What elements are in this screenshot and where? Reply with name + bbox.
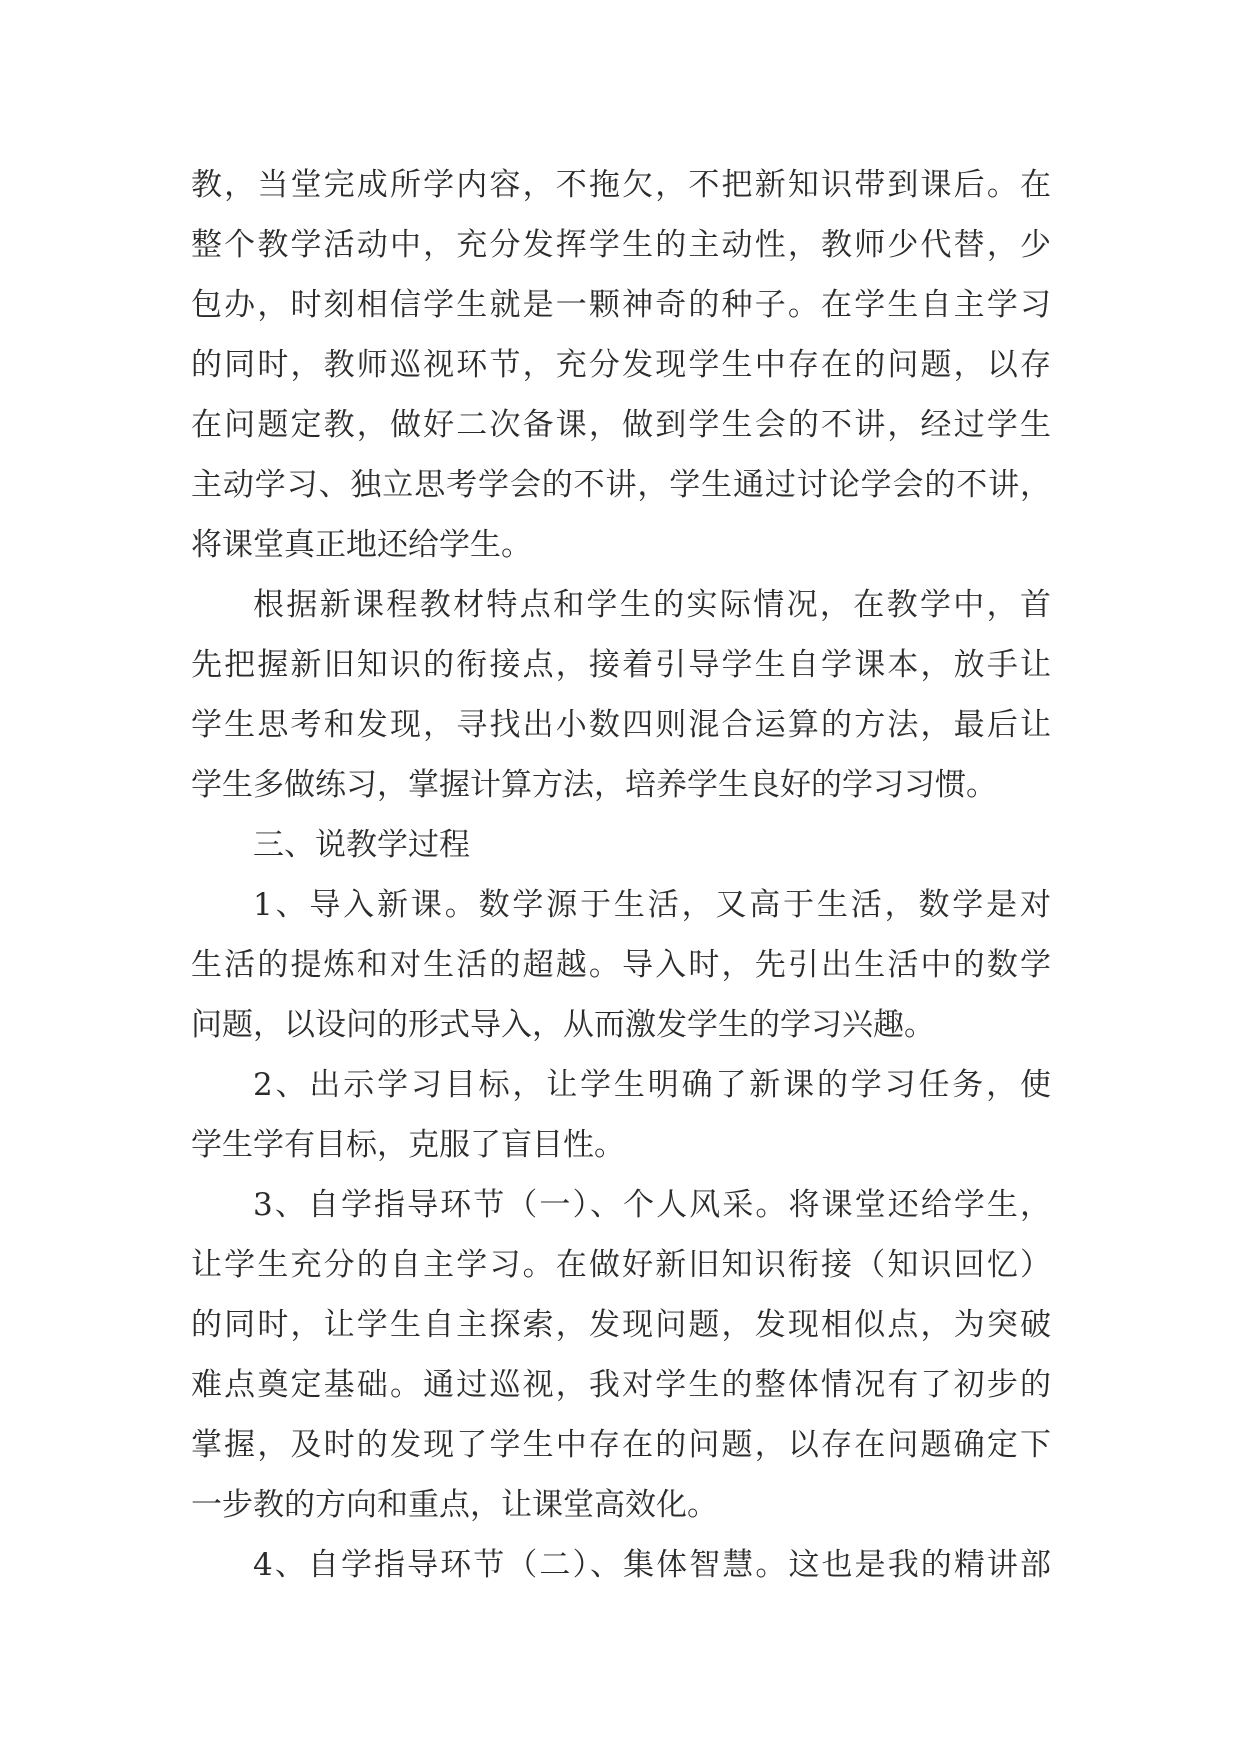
text-line: 包办，时刻相信学生就是一颗神奇的种子。在学生自主学习 bbox=[191, 287, 1051, 323]
text-line: 三、说教学过程 bbox=[253, 827, 470, 863]
text-line: 在问题定教，做好二次备课，做到学生会的不讲，经过学生 bbox=[191, 407, 1051, 443]
text-line: 让学生充分的自主学习。在做好新旧知识衔接（知识回忆） bbox=[191, 1247, 1051, 1283]
text-line: 整个教学活动中，充分发挥学生的主动性，教师少代替，少 bbox=[191, 227, 1051, 263]
text-line: 教，当堂完成所学内容，不拖欠，不把新知识带到课后。在 bbox=[191, 167, 1051, 203]
text-line: 学生多做练习，掌握计算方法，培养学生良好的学习习惯。 bbox=[191, 767, 997, 803]
text-line: 2、出示学习目标，让学生明确了新课的学习任务，使 bbox=[253, 1067, 1051, 1103]
text-line: 掌握，及时的发现了学生中存在的问题，以存在问题确定下 bbox=[191, 1427, 1051, 1463]
text-line: 的同时，教师巡视环节，充分发现学生中存在的问题，以存 bbox=[191, 347, 1051, 383]
text-line: 将课堂真正地还给学生。 bbox=[191, 527, 532, 563]
text-line: 主动学习、独立思考学会的不讲，学生通过讨论学会的不讲， bbox=[191, 467, 1051, 503]
text-line: 生活的提炼和对生活的超越。导入时，先引出生活中的数学 bbox=[191, 947, 1051, 983]
text-line: 的同时，让学生自主探索，发现问题，发现相似点，为突破 bbox=[191, 1307, 1051, 1343]
document-body bbox=[191, 155, 1051, 1595]
text-line: 先把握新旧知识的衔接点，接着引导学生自学课本，放手让 bbox=[191, 647, 1051, 683]
text-line: 学生思考和发现，寻找出小数四则混合运算的方法，最后让 bbox=[191, 707, 1051, 743]
text-line: 根据新课程教材特点和学生的实际情况，在教学中，首 bbox=[253, 587, 1051, 623]
text-line: 3、自学指导环节（一）、个人风采。将课堂还给学生， bbox=[253, 1187, 1051, 1223]
text-line: 学生学有目标，克服了盲目性。 bbox=[191, 1127, 625, 1163]
text-line: 1、导入新课。数学源于生活，又高于生活，数学是对 bbox=[253, 887, 1051, 923]
text-line: 一步教的方向和重点，让课堂高效化。 bbox=[191, 1487, 718, 1523]
text-line: 问题，以设问的形式导入，从而激发学生的学习兴趣。 bbox=[191, 1007, 935, 1043]
text-line: 4、自学指导环节（二）、集体智慧。这也是我的精讲部 bbox=[253, 1547, 1051, 1583]
text-line: 难点奠定基础。通过巡视，我对学生的整体情况有了初步的 bbox=[191, 1367, 1051, 1403]
